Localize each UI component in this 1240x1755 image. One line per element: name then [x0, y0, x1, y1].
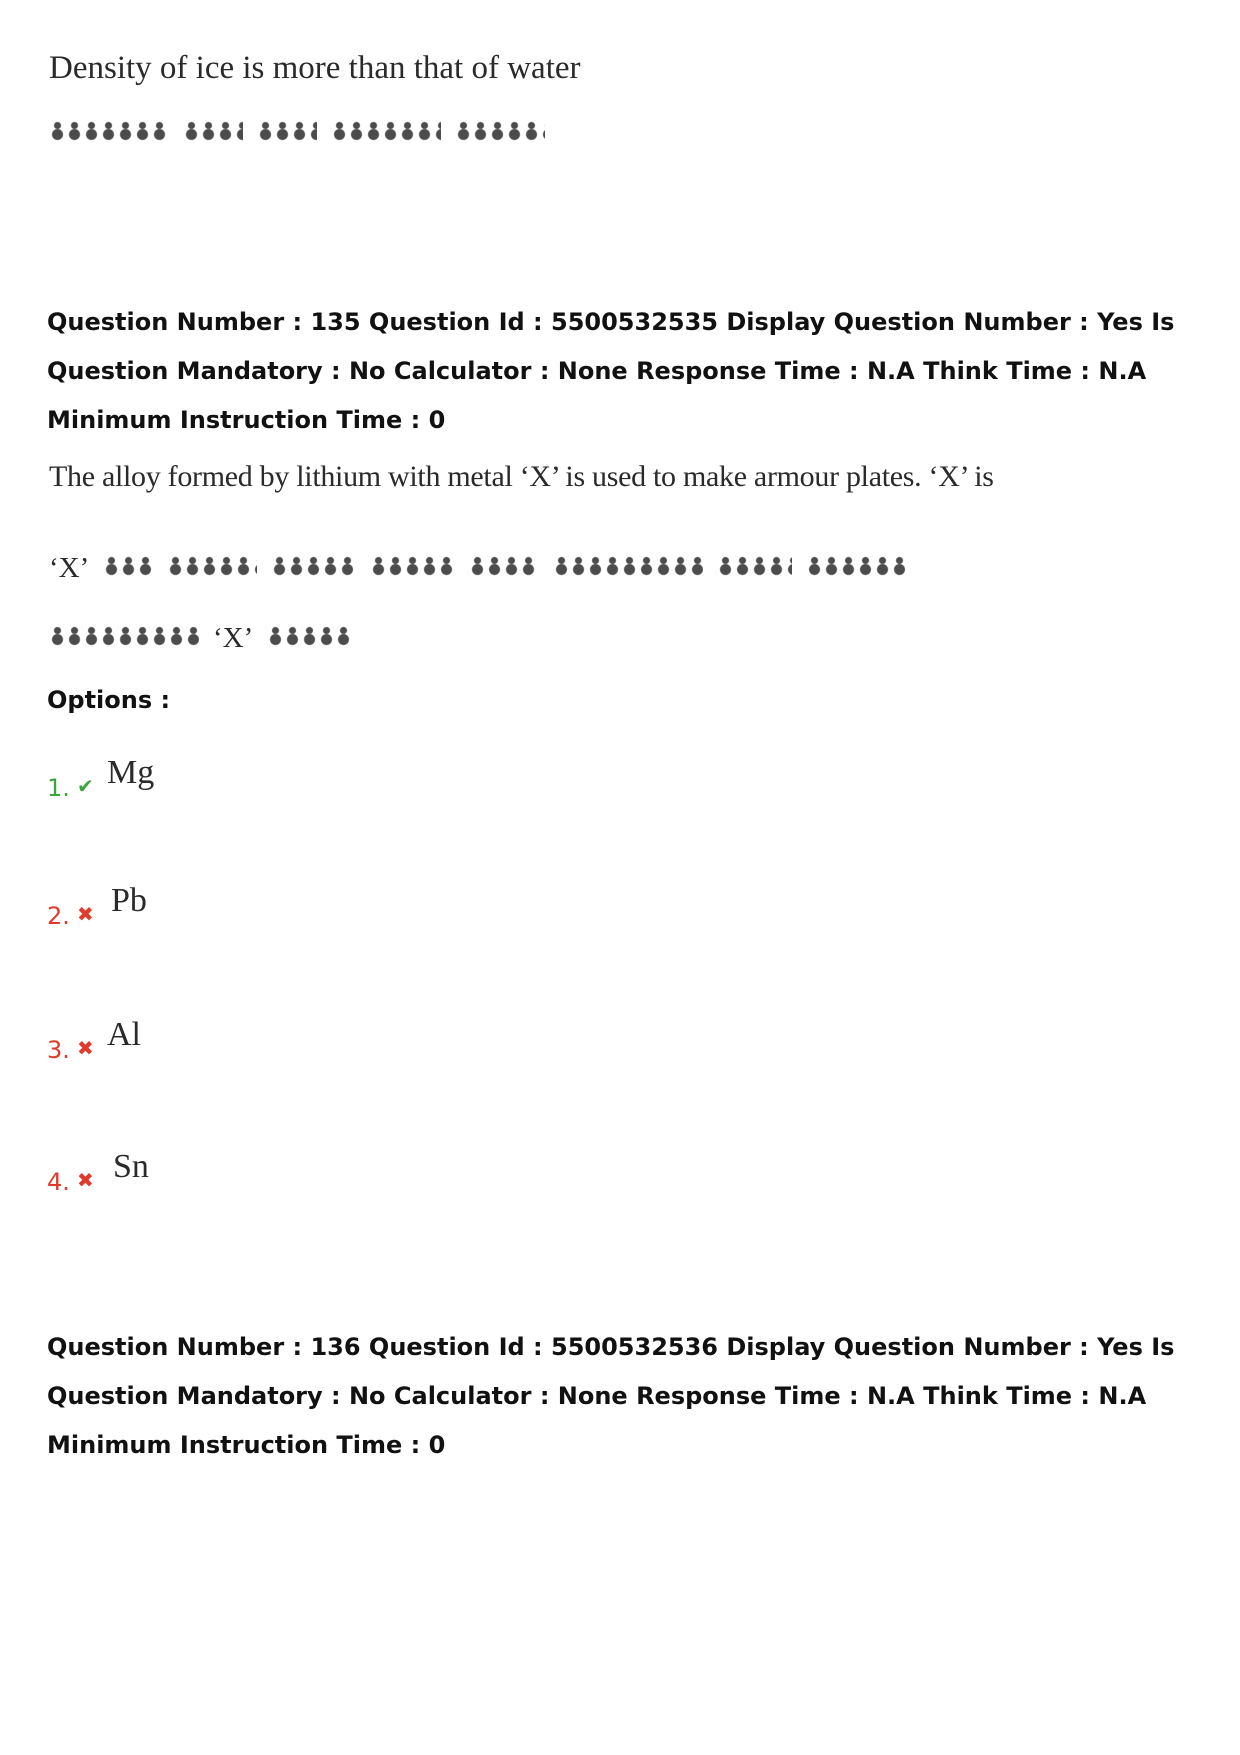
- check-icon: ✔: [77, 774, 94, 798]
- option-number: 2.: [47, 902, 70, 930]
- telugu-text-image: [257, 118, 317, 148]
- option-text: Mg: [107, 754, 155, 791]
- telugu-text-image: [167, 553, 257, 583]
- option-number: 4.: [47, 1168, 70, 1196]
- options-label: Options :: [47, 686, 171, 714]
- telugu-text-image: [271, 553, 356, 583]
- telugu-text-image: [717, 553, 792, 583]
- telugu-text-image: [455, 118, 545, 148]
- telugu-text-image: [806, 553, 906, 583]
- option-text: Al: [107, 1016, 141, 1053]
- telugu-text-image: [183, 118, 243, 148]
- option-number: 3.: [47, 1036, 70, 1064]
- telugu-x-label: ‘X’: [213, 621, 254, 654]
- cross-icon: ✖: [77, 1036, 94, 1060]
- telugu-text-image: [553, 553, 703, 583]
- question-text-english: The alloy formed by lithium with metal ‘X’ is used to make armour plates. ‘X’ is: [49, 460, 994, 493]
- cross-icon: ✖: [77, 1168, 94, 1192]
- option-text: Pb: [111, 882, 147, 919]
- question-meta-136: Question Number : 136 Question Id : 5500532536 Display Question Number : Yes Is Question Mandatory : No Calculator : None Response Time : N.A Think Time : N.A Minimum Instruction Time : 0: [47, 1333, 1175, 1459]
- prev-option-english: Density of ice is more than that of water: [49, 50, 581, 86]
- telugu-text-image: [267, 623, 352, 653]
- question-meta-135: Question Number : 135 Question Id : 5500532535 Display Question Number : Yes Is Question Mandatory : No Calculator : None Response Time : N.A Think Time : N.A Minimum Instruction Time : 0: [47, 308, 1175, 434]
- telugu-text-image: [49, 623, 199, 653]
- telugu-text-image: [103, 553, 153, 583]
- question-text-telugu-line-2: [49, 618, 366, 658]
- option-number: 1.: [47, 774, 70, 802]
- telugu-text-image: [469, 553, 539, 583]
- option-text: Sn: [113, 1148, 149, 1185]
- telugu-x-label: ‘X’: [49, 551, 90, 584]
- telugu-text-image: [331, 118, 441, 148]
- cross-icon: ✖: [77, 902, 94, 926]
- telugu-text-image: [49, 118, 169, 148]
- prev-option-telugu: [49, 113, 559, 153]
- telugu-text-image: [370, 553, 455, 583]
- question-text-telugu-line-1: [49, 548, 920, 588]
